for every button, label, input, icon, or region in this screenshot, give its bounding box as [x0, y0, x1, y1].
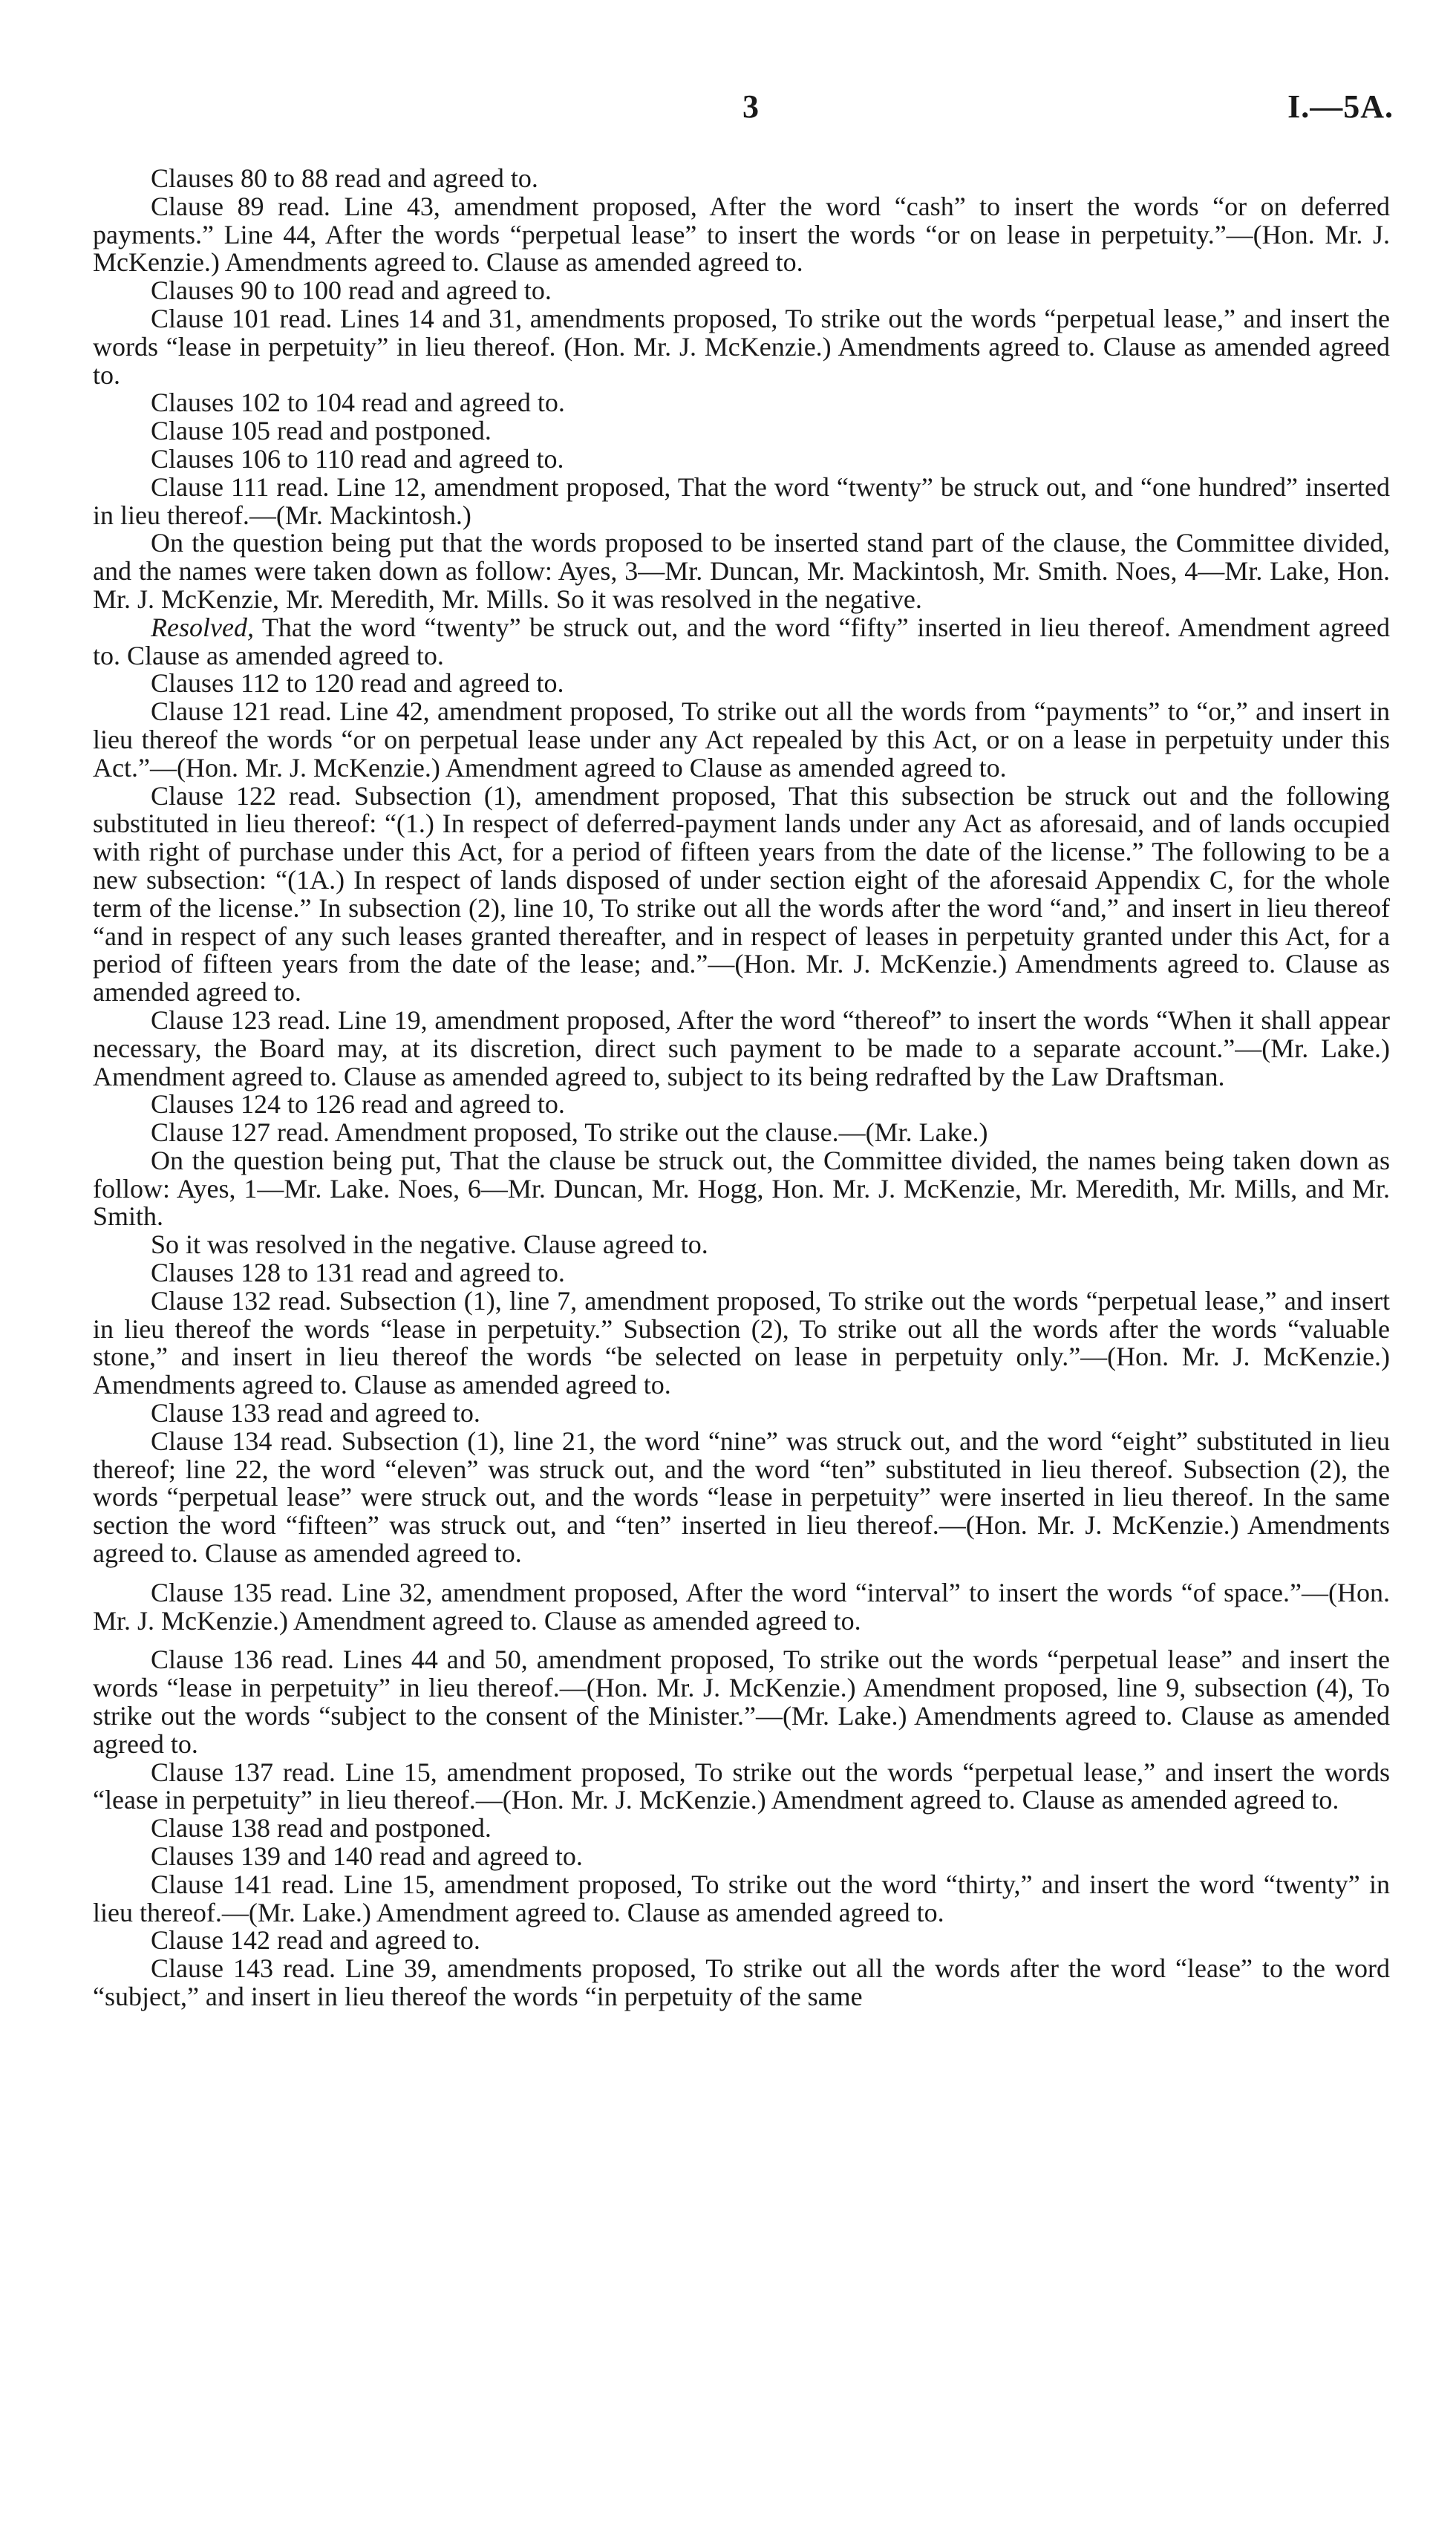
resolution-paragraph	[93, 614, 1390, 670]
paragraph: Clauses 90 to 100 read and agreed to.	[151, 275, 552, 306]
document-body	[93, 165, 1390, 2011]
paragraph: Clause 132 read. Subsection (1), line 7, amendment proposed, To strike out the words “perpetual lease,” and insert in lieu thereof the words “lease in perpetuity.” Subsection (2), To strike out all the words after the words “valuable stone,” and insert in lieu thereof the words “be selected on lease in perpetuity only.”—(Hon. Mr. J. McKenzie.) Amendments agreed to. Clause as amended agreed to.	[93, 1285, 1390, 1400]
resolved-label: Resolved,	[151, 612, 254, 642]
paragraph: Clause 122 read. Subsection (1), amendment proposed, That this subsection be struck out and the following substituted in lieu thereof: “(1.) In respect of deferred-payment lands under any Act as aforesaid, and of lands occupied with right of purchase under this Act, for a period of fifteen years from the date of the license.” The following to be a new subsection: “(1A.) In respect of lands disposed of under section eight of the aforesaid Appendix C, for the whole term of the license.” In subsection (2), line 10, To strike out all the words after the word “and,” and insert in lieu thereof “and in respect of any such leases granted thereafter, and in respect of leases in perpetuity granted under this Act, for a period of fifteen years from the date of the lease; and.”—(Hon. Mr. J. McKenzie.) Amendments agreed to. Clause as amended agreed to.	[93, 780, 1390, 1008]
paragraph: Clauses 112 to 120 read and agreed to.	[151, 668, 564, 699]
paragraph: Clauses 80 to 88 read and agreed to.	[151, 163, 538, 193]
paragraph: Clauses 106 to 110 read and agreed to.	[151, 443, 564, 474]
paragraph: Clause 143 read. Line 39, amendments proposed, To strike out all the words after the word “lease” to the word “subject,” and insert in lieu thereof the words “in perpetuity of the same	[93, 1953, 1390, 2011]
paragraph: Clause 133 read and agreed to.	[151, 1398, 480, 1428]
paragraph: Clause 141 read. Line 15, amendment proposed, To strike out the word “thirty,” and insert the word “twenty” in lieu thereof.—(Mr. Lake.) Amendment agreed to. Clause as amended agreed to.	[93, 1869, 1390, 1927]
resolution-text: That the word “twenty” be struck out, and the word “fifty” inserted in lieu thereof. Amendment agreed to. Clause as amended agreed to.	[93, 612, 1390, 670]
paragraph: Clause 111 read. Line 12, amendment proposed, That the word “twenty” be struck out, and “one hundred” inserted in lieu thereof.—(Mr. Mackintosh.)	[93, 471, 1390, 530]
page-number: 3	[742, 88, 759, 125]
paragraph: Clause 138 read and postponed.	[151, 1813, 492, 1844]
paragraph: Clause 101 read. Lines 14 and 31, amendments proposed, To strike out the words “perpetual lease,” and insert the words “lease in perpetuity” in lieu thereof. (Hon. Mr. J. McKenzie.) Amendments agreed to. Clause as amended agreed to.	[93, 303, 1390, 390]
paragraph: Clauses 124 to 126 read and agreed to.	[151, 1089, 565, 1120]
paragraph: So it was resolved in the negative. Clause agreed to.	[151, 1230, 708, 1260]
paragraph: Clause 136 read. Lines 44 and 50, amendment proposed, To strike out the words “perpetual lease” and insert the words “lease in perpetuity” in lieu thereof.—(Hon. Mr. J. McKenzie.) Amendment proposed, line 9, subsection (4), To strike out the words “subject to the consent of the Minister.”—(Mr. Lake.) Amendments agreed to. Clause as amended agreed to.	[93, 1645, 1390, 1759]
paragraph: Clause 121 read. Line 42, amendment proposed, To strike out all the words from “payments” to “or,” and insert in lieu thereof the words “or on perpetual lease under any Act repealed by this Act, or on a lease in perpetuity under this Act.”—(Hon. Mr. J. McKenzie.) Amendment agreed to Clause as amended agreed to.	[93, 696, 1390, 783]
page-header	[0, 88, 1456, 132]
paragraph: Clauses 139 and 140 read and agreed to.	[151, 1841, 583, 1872]
paragraph: Clause 135 read. Line 32, amendment proposed, After the word “interval” to insert the words “of space.”—(Hon. Mr. J. McKenzie.) Amendment agreed to. Clause as amended agreed to.	[93, 1577, 1390, 1636]
paragraph: On the question being put that the words proposed to be inserted stand part of the clause, the Committee divided, and the names were taken down as follow: Ayes, 3—Mr. Duncan, Mr. Mackintosh, Mr. Smith. Noes, 4—Mr. Lake, Hon. Mr. J. McKenzie, Mr. Meredith, Mr. Mills. So it was resolved in the negative.	[93, 528, 1390, 614]
paragraph: Clause 142 read and agreed to.	[151, 1925, 480, 1956]
paragraph: Clause 123 read. Line 19, amendment proposed, After the word “thereof” to insert the words “When it shall appear necessary, the Board may, at its discretion, direct such payment to be made to a separate account.”—(Mr. Lake.) Amendment agreed to. Clause as amended agreed to, subject to its being redrafted by the Law Draftsman.	[93, 1005, 1390, 1091]
paragraph: Clauses 128 to 131 read and agreed to.	[151, 1258, 565, 1288]
paragraph: Clause 105 read and postponed.	[151, 416, 492, 446]
paragraph: Clause 137 read. Line 15, amendment proposed, To strike out the words “perpetual lease,” and insert the words “lease in perpetuity” in lieu thereof.—(Hon. Mr. J. McKenzie.) Amendment agreed to. Clause as amended agreed to.	[93, 1757, 1390, 1815]
document-reference: I.—5A.	[1287, 88, 1394, 125]
paragraph: Clause 89 read. Line 43, amendment proposed, After the word “cash” to insert the words “or on deferred payments.” Line 44, After the words “perpetual lease” to insert the words “or on lease in perpetuity.”—(Hon. Mr. J. McKenzie.) Amendments agreed to. Clause as amended agreed to.	[93, 191, 1390, 278]
paragraph: Clause 134 read. Subsection (1), line 21, the word “nine” was struck out, and the word “eight” substituted in lieu thereof; line 22, the word “eleven” was struck out, and the word “ten” substituted in lieu thereof. Subsection (2), the words “perpetual lease” were struck out, and the words “lease in perpetuity” were inserted in lieu thereof. In the same section the word “fifteen” was struck out, and “ten” inserted in lieu thereof.—(Hon. Mr. J. McKenzie.) Amendments agreed to. Clause as amended agreed to.	[93, 1426, 1390, 1569]
paragraph: Clauses 102 to 104 read and agreed to.	[151, 388, 565, 418]
paragraph: On the question being put, That the clause be struck out, the Committee divided, the names being taken down as follow: Ayes, 1—Mr. Lake. Noes, 6—Mr. Duncan, Mr. Hogg, Hon. Mr. J. McKenzie, Mr. Meredith, Mr. Mills, and Mr. Smith.	[93, 1145, 1390, 1232]
paragraph: Clause 127 read. Amendment proposed, To strike out the clause.—(Mr. Lake.)	[151, 1117, 988, 1148]
